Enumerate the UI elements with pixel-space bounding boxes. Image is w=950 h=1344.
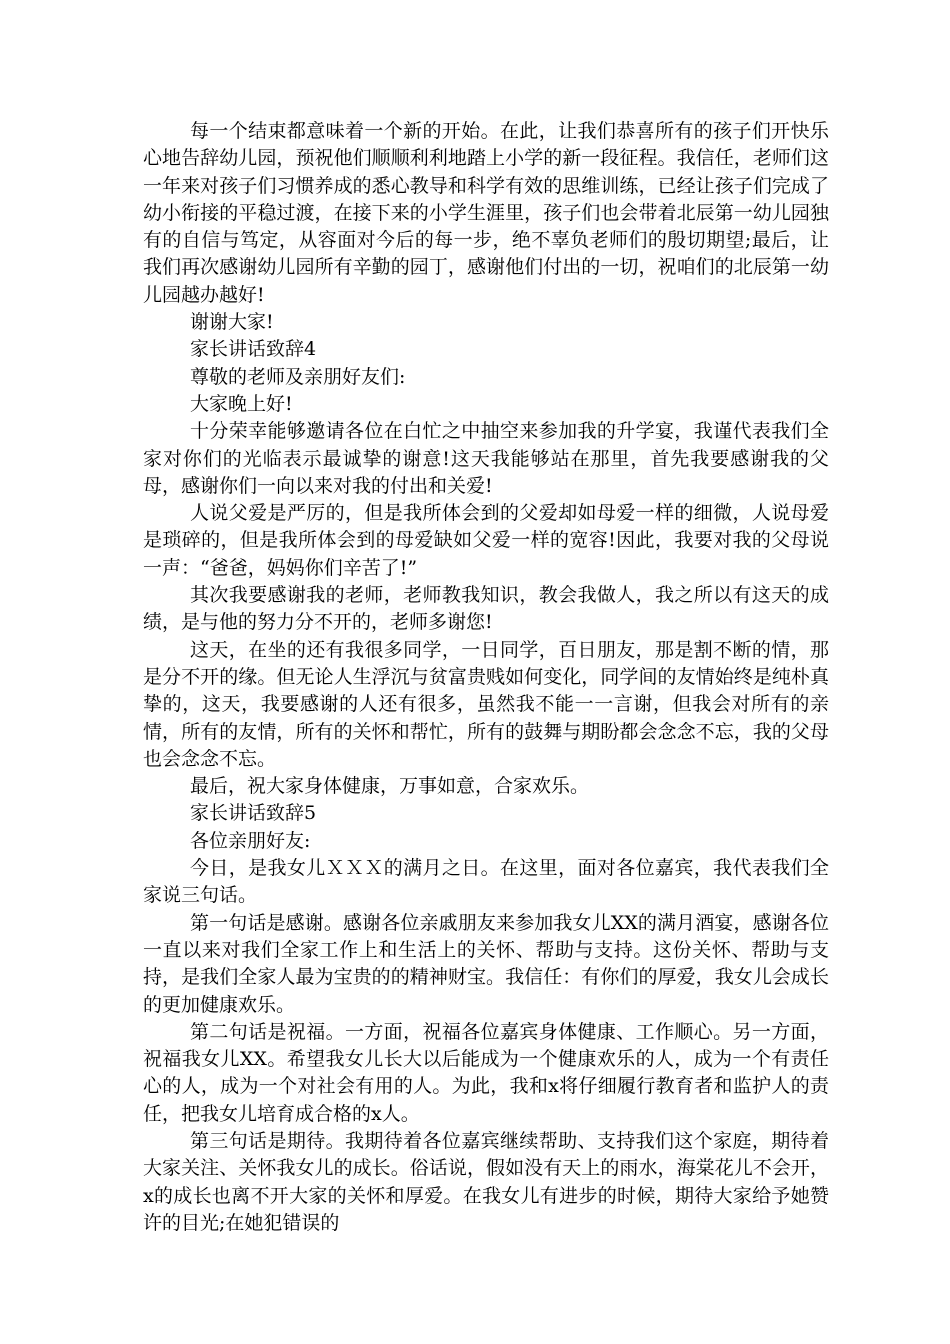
paragraph-invitation-thanks: 十分荣幸能够邀请各位在白忙之中抽空来参加我的升学宴，我谨代表我们全家对你们的光临表示最诚挚的谢意!这天我能够站在那里，首先我要感谢我的父母，感谢你们一向以来对我的付出和关爱! [143,420,829,497]
section-heading-5: 家长讲话致辞5 [190,802,317,825]
document-page [143,118,829,1237]
paragraph-teachers: 其次我要感谢我的老师，老师教我知识，教会我做人，我之所以有这天的成绩，是与他的努力分不开的，老师多谢您! [143,584,829,634]
paragraph-closing-wishes: 每一个结束都意味着一个新的开始。在此，让我们恭喜所有的孩子们开快乐心地告辞幼儿园，预祝他们顺顺利利地踏上小学的新一段征程。我信任，老师们这一年来对孩子们习惯养成的悉心教导和科学有效的思维训练，已经让孩子们完成了幼小衔接的平稳过渡，在接下来的小学生涯里，孩子们也会带着北辰第一幼儿园独有的自信与笃定，从容面对今后的每一步，绝不辜负老师们的殷切期望;最后，让我们再次感谢幼儿园所有辛勤的园丁，感谢他们付出的一切，祝咱们的北辰第一幼儿园越办越好! [143,120,829,306]
paragraph-thanks: 谢谢大家! [190,311,274,334]
section-heading-4: 家长讲话致辞4 [190,338,317,361]
paragraph-first-words: 第一句话是感谢。感谢各位亲戚朋友来参加我女儿XX的满月酒宴，感谢各位一直以来对我们全家工作上和生活上的关怀、帮助与支持。这份关怀、帮助与支持，是我们全家人最为宝贵的的精神财宝。我信任：有你们的厚爱，我女儿会成长的更加健康欢乐。 [143,911,829,1016]
salutation: 尊敬的老师及亲朋好友们: [190,365,406,388]
paragraph-full-month: 今日，是我女儿ＸＸＸ的满月之日。在这里，面对各位嘉宾，我代表我们全家说三句话。 [143,857,829,907]
greeting: 大家晚上好! [190,392,293,415]
paragraph-third-words: 第三句话是期待。我期待着各位嘉宾继续帮助、支持我们这个家庭，期待着大家关注、关怀我女儿的成长。俗话说，假如没有天上的雨水，海棠花儿不会开，x的成长也离不开大家的关怀和厚爱。在我女儿有进步的时候，期待大家给予她赞许的目光;在她犯错误的 [143,1129,829,1234]
paragraph-second-words: 第二句话是祝福。一方面，祝福各位嘉宾身体健康、工作顺心。另一方面，祝福我女儿XX。希望我女儿长大以后能成为一个健康欢乐的人，成为一个有责任心的人，成为一个对社会有用的人。为此，我和x将仔细履行教育者和监护人的责任，把我女儿培育成合格的x人。 [143,1020,829,1125]
paragraph-parents: 人说父爱是严厉的，但是我所体会到的父爱却如母爱一样的细微，人说母爱是琐碎的，但是我所体会到的母爱缺如父爱一样的宽容!因此，我要对我的父母说一声：“爸爸，妈妈你们辛苦了!” [143,502,829,579]
salutation-friends: 各位亲朋好友: [190,829,311,852]
paragraph-classmates: 这天，在坐的还有我很多同学，一日同学，百日朋友，那是割不断的情，那是分不开的缘。但无论人生浮沉与贫富贵贱如何变化，同学间的友情始终是纯朴真挚的，这天，我要感谢的人还有很多，虽然我不能一一言谢，但我会对所有的亲情，所有的友情，所有的关怀和帮忙，所有的鼓舞与期盼都会念念不忘，我的父母也会念念不忘。 [143,638,829,770]
paragraph-final-wishes: 最后，祝大家身体健康，万事如意，合家欢乐。 [190,775,590,798]
